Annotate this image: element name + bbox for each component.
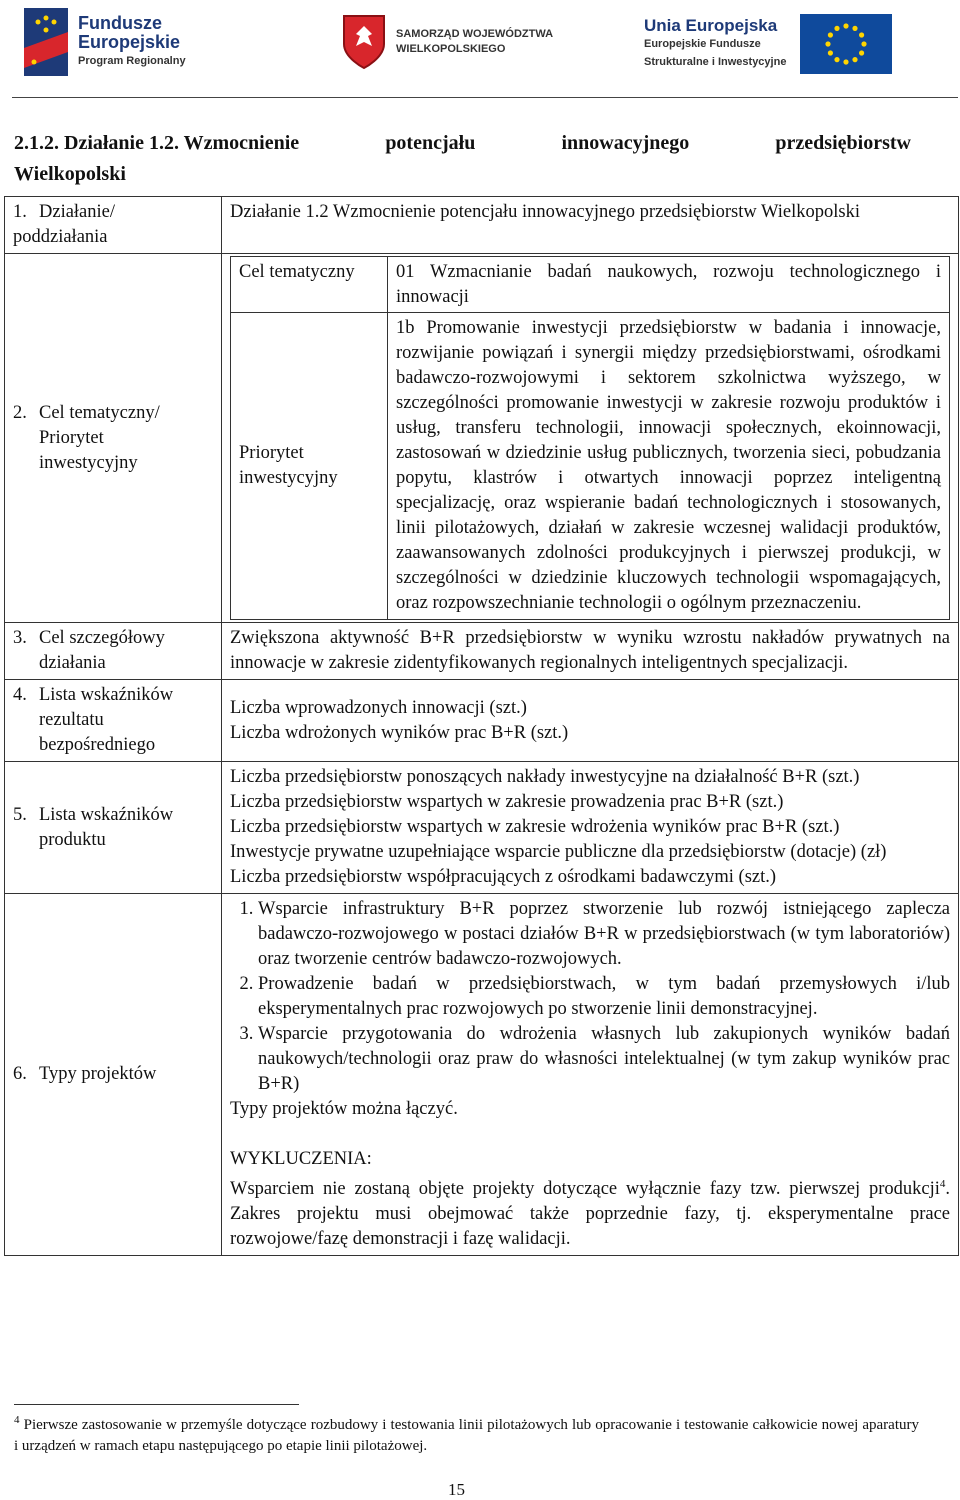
table-row <box>5 623 959 680</box>
project-types-list <box>230 897 950 1097</box>
title-part-3: innowacyjnego <box>561 132 690 154</box>
exclusions-text-a: Wsparciem nie zostaną objęte projekty dotyczące wyłącznie fazy tzw. pierwszej produkcji <box>230 1179 940 1200</box>
row-value-cell <box>222 197 959 254</box>
ue-line1: Unia Europejska <box>644 16 778 35</box>
row-label-cell <box>5 680 222 762</box>
row-label: Lista wskaźników produktu <box>39 804 174 850</box>
footnote-ref: 4 <box>939 1178 946 1190</box>
row-label: Działanie/ poddziałania <box>13 202 116 247</box>
page-number: 15 <box>448 1480 465 1499</box>
title-part-4: przedsiębiorstw <box>775 132 911 154</box>
table-row <box>5 894 959 1256</box>
footnote-divider <box>14 1404 299 1405</box>
ue-line3: Strukturalne i Inwestycyjne <box>644 56 787 68</box>
fe-logo-line2: Europejskie <box>78 31 181 52</box>
eu-flag-icon <box>800 14 892 74</box>
row-value-cell <box>222 762 959 894</box>
row-number: 2. <box>13 402 27 423</box>
exclusions-text-b: . Zakres projektu musi obejmować także poprzednie fazy, tj. eksperymentalne prace rozwojowe/fazę demonstracji i fazę walidacji. <box>230 1179 950 1250</box>
samorzad-line1: SAMORZĄD WOJEWÓDZTWA <box>396 28 554 40</box>
row-label-cell <box>5 254 222 623</box>
row-label-cell <box>5 623 222 680</box>
table-row <box>5 680 959 762</box>
project-types-note: Typy projektów można łączyć. <box>230 1099 458 1119</box>
title-line-2: Wielkopolski <box>14 163 126 185</box>
row-label: Lista wskaźników rezultatu bezpośredniego <box>39 685 174 755</box>
footnote-text: Pierwsze zastosowanie w przemyśle dotyczące rozbudowy i testowania linii pilotażowych lub opracowanie i testowanie całkowicie nowej aparatury i urządzeń w ramach etapu następującego po etapie linii pilotażowej. <box>14 1417 920 1454</box>
row-number: 5. <box>13 804 27 825</box>
program-table <box>4 196 959 1256</box>
row-number: 4. <box>13 685 27 705</box>
fe-logo-line1: Fundusze <box>78 12 162 33</box>
cel-tematyczny-value: 01 Wzmacnianie badań naukowych, rozwoju technologicznego i innowacji <box>388 257 950 313</box>
row-value-cell <box>222 680 959 762</box>
cel-tematyczny-label: Cel tematyczny <box>231 257 388 313</box>
title-part-2: potencjału <box>385 132 476 154</box>
priorytet-value: 1b Promowanie inwestycji przedsiębiorstw w badania i innowacje, rozwijanie powiązań i synergii między przedsiębiorstwami, ośrodkami badawczo-rozwojowymi i sektorem szkolnictwa wyższego, w szczególności promowanie inwestycji w zakresie rozwoju produktów i usług, transferu technologii, innowacji społecznych, ekoinnowacji, zastosowań w dziedzinie usług publicznych, tworzenia sieci, pobudzania popytu, klastrów i otwartych innowacji poprzez inteligentną specjalizację, oraz wspieranie badań technologicznych i stosowanych, linii pilotażowych, działań w zakresie wczesnej walidacji produktów, zaawansowanych zdolności produkcyjnych i pierwszej produkcji, w szczególności w dziedzinie kluczowych technologii wspomagających, oraz rozpowszechnianie technologii o ogólnym przeznaczeniu. <box>388 313 950 620</box>
row-label-cell <box>5 197 222 254</box>
list-item: 1. Wsparcie infrastruktury B+R poprzez stworzenie lub rozwój istniejącego zaplecza badawczo-rozwojowego w postaci działów B+R w przedsiębiorstwach (w tym laboratoriów) oraz tworzenie centrów badawczo-rozwojowych. <box>258 897 950 972</box>
table-row <box>5 762 959 894</box>
eagle-shield-icon <box>342 14 386 70</box>
fe-logo-line3: Program Regionalny <box>78 54 186 67</box>
row-number: 6. <box>13 1064 27 1085</box>
fe-flag-icon <box>24 8 68 76</box>
row-label: Typy projektów <box>39 1064 157 1085</box>
product-indicator: Liczba przedsiębiorstw wspartych w zakresie prowadzenia prac B+R (szt.) <box>230 792 784 812</box>
page-header <box>0 0 960 96</box>
fundusze-europejskie-logo <box>24 8 186 76</box>
row-number: 3. <box>13 628 27 648</box>
row-label: Cel szczegółowy działania <box>39 628 165 673</box>
result-indicator: Liczba wdrożonych wyników prac B+R (szt.) <box>230 722 569 743</box>
footnote <box>14 1410 919 1457</box>
table-row <box>5 254 959 623</box>
row-label-cell <box>5 762 222 894</box>
priorytet-label: Priorytet inwestycyjny <box>231 313 388 620</box>
section-title <box>14 128 911 190</box>
exclusions-title: WYKLUCZENIA: <box>230 1149 372 1169</box>
samorzad-line2: WIELKOPOLSKIEGO <box>396 43 506 55</box>
action-name: Działanie 1.2 Wzmocnienie potencjału innowacyjnego przedsiębiorstw Wielkopolski <box>230 202 860 222</box>
title-part-1: 2.1.2. Działanie 1.2. Wzmocnienie <box>14 132 300 154</box>
samorzad-logo <box>342 14 553 70</box>
footnote-mark: 4 <box>14 1414 20 1426</box>
header-divider <box>12 97 958 98</box>
row-value-cell <box>222 254 959 623</box>
ue-line2: Europejskie Fundusze <box>644 38 761 50</box>
thematic-objective-table <box>230 256 950 620</box>
unia-europejska-logo <box>644 14 892 74</box>
list-item: 3. Wsparcie przygotowania do wdrożenia własnych lub zakupionych wyników badań naukowych/technologii oraz praw do własności intelektualnej (w tym zakup wyników prac B+R) <box>258 1022 950 1097</box>
product-indicator: Liczba przedsiębiorstw współpracujących z ośrodkami badawczymi (szt.) <box>230 867 777 887</box>
list-item: 2. Prowadzenie badań w przedsiębiorstwach, w tym badań przemysłowych i/lub eksperymentalnych prac rozwojowych po stworzenie linii demonstracyjnej. <box>258 972 950 1022</box>
result-indicator: Liczba wprowadzonych innowacji (szt.) <box>230 697 527 718</box>
row-label: Cel tematyczny/ Priorytet inwestycyjny <box>39 402 160 473</box>
row-label-cell <box>5 894 222 1256</box>
product-indicator: Liczba przedsiębiorstw ponoszących nakłady inwestycyjne na działalność B+R (szt.) <box>230 767 860 787</box>
row-value-cell: Zwiększona aktywność B+R przedsiębiorstw w wyniku wzrostu nakładów prywatnych na innowacje w zakresie zidentyfikowanych regionalnych inteligentnych specjalizacji. <box>222 623 959 680</box>
row-number: 1. <box>13 202 27 222</box>
table-row <box>5 197 959 254</box>
product-indicator: Liczba przedsiębiorstw wspartych w zakresie wdrożenia wyników prac B+R (szt.) <box>230 817 840 837</box>
exclusions-text <box>230 1172 950 1252</box>
row-value-cell <box>222 894 959 1256</box>
product-indicator: Inwestycje prywatne uzupełniające wsparcie publiczne dla przedsiębiorstw (dotacje) (zł) <box>230 842 887 862</box>
